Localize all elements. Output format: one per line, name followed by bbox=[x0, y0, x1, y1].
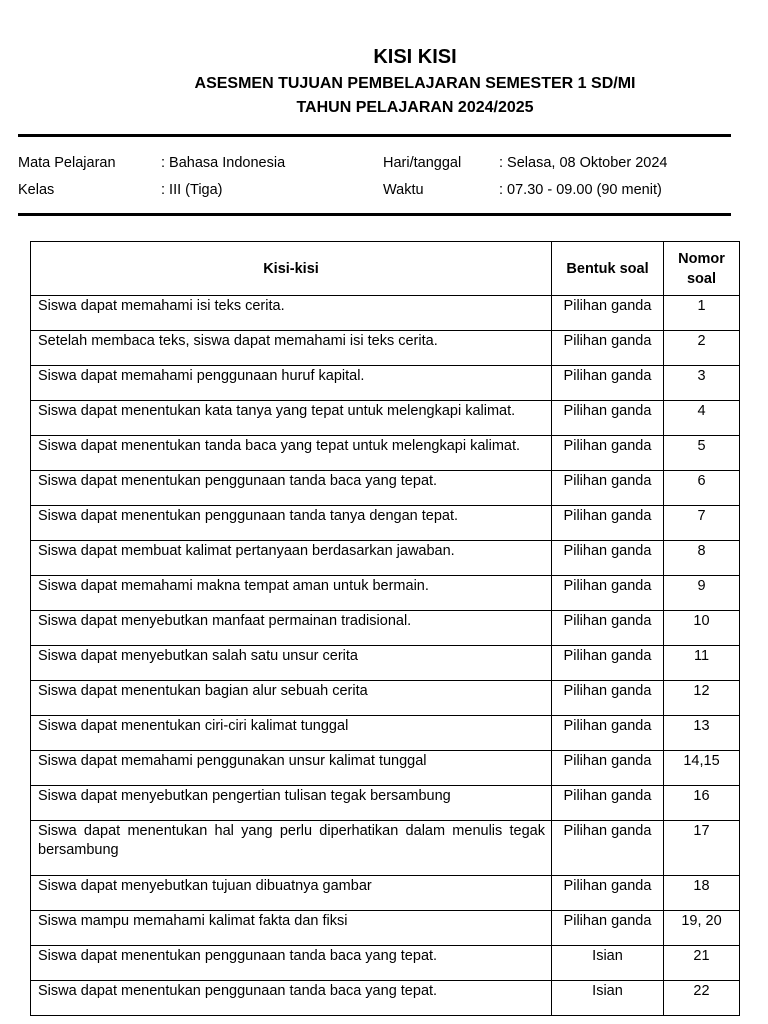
nomor-cell: 12 bbox=[664, 681, 740, 716]
bentuk-cell: Pilihan ganda bbox=[552, 576, 664, 611]
nomor-cell: 21 bbox=[664, 946, 740, 981]
bentuk-cell: Isian bbox=[552, 946, 664, 981]
kisi-table bbox=[30, 241, 740, 1016]
kisi-cell: Siswa dapat menentukan hal yang perlu diperhatikan dalam menulis tegak bersambung bbox=[31, 821, 552, 876]
nomor-cell: 3 bbox=[664, 366, 740, 401]
header-divider-bottom bbox=[18, 213, 731, 216]
table-row bbox=[31, 611, 740, 646]
bentuk-cell: Pilihan ganda bbox=[552, 436, 664, 471]
bentuk-cell: Pilihan ganda bbox=[552, 681, 664, 716]
kisi-cell: Siswa dapat menyebutkan manfaat permainan tradisional. bbox=[31, 611, 552, 646]
bentuk-cell: Pilihan ganda bbox=[552, 541, 664, 576]
kisi-cell: Siswa dapat menyebutkan pengertian tulisan tegak bersambung bbox=[31, 786, 552, 821]
kisi-cell: Siswa dapat memahami penggunakan unsur kalimat tunggal bbox=[31, 751, 552, 786]
table-row bbox=[31, 471, 740, 506]
bentuk-cell: Pilihan ganda bbox=[552, 331, 664, 366]
bentuk-cell: Pilihan ganda bbox=[552, 821, 664, 876]
bentuk-cell: Pilihan ganda bbox=[552, 366, 664, 401]
header-kisi: Kisi-kisi bbox=[31, 242, 552, 296]
nomor-cell: 7 bbox=[664, 506, 740, 541]
kisi-cell: Siswa dapat menentukan tanda baca yang tepat untuk melengkapi kalimat. bbox=[31, 436, 552, 471]
table-row bbox=[31, 981, 740, 1016]
waktu-value: : 07.30 - 09.00 (90 menit) bbox=[499, 182, 662, 198]
nomor-cell: 18 bbox=[664, 876, 740, 911]
kisi-cell: Siswa dapat menentukan ciri-ciri kalimat tunggal bbox=[31, 716, 552, 751]
kisi-cell: Siswa dapat menyebutkan salah satu unsur cerita bbox=[31, 646, 552, 681]
nomor-cell: 22 bbox=[664, 981, 740, 1016]
kisi-cell: Siswa dapat menentukan penggunaan tanda baca yang tepat. bbox=[31, 471, 552, 506]
kisi-cell: Setelah membaca teks, siswa dapat memahami isi teks cerita. bbox=[31, 331, 552, 366]
kisi-cell: Siswa dapat memahami makna tempat aman untuk bermain. bbox=[31, 576, 552, 611]
nomor-cell: 5 bbox=[664, 436, 740, 471]
bentuk-cell: Pilihan ganda bbox=[552, 611, 664, 646]
header-nomor-soal: Nomor soal bbox=[664, 242, 740, 296]
bentuk-cell: Pilihan ganda bbox=[552, 401, 664, 436]
header-divider-top bbox=[18, 134, 731, 137]
nomor-cell: 1 bbox=[664, 296, 740, 331]
bentuk-cell: Pilihan ganda bbox=[552, 876, 664, 911]
nomor-cell: 14,15 bbox=[664, 751, 740, 786]
table-row bbox=[31, 786, 740, 821]
table-row bbox=[31, 911, 740, 946]
kisi-cell: Siswa dapat memahami penggunaan huruf kapital. bbox=[31, 366, 552, 401]
nomor-cell: 16 bbox=[664, 786, 740, 821]
kisi-cell: Siswa dapat menentukan penggunaan tanda baca yang tepat. bbox=[31, 946, 552, 981]
table-row bbox=[31, 331, 740, 366]
document-title: KISI KISI bbox=[373, 46, 457, 68]
bentuk-cell: Pilihan ganda bbox=[552, 751, 664, 786]
table-row bbox=[31, 296, 740, 331]
kelas-label: Kelas bbox=[18, 182, 55, 198]
kisi-cell: Siswa dapat menentukan penggunaan tanda baca yang tepat. bbox=[31, 981, 552, 1016]
waktu-label: Waktu bbox=[383, 182, 424, 198]
nomor-cell: 4 bbox=[664, 401, 740, 436]
bentuk-cell: Pilihan ganda bbox=[552, 786, 664, 821]
nomor-cell: 19, 20 bbox=[664, 911, 740, 946]
kisi-cell: Siswa dapat menentukan penggunaan tanda tanya dengan tepat. bbox=[31, 506, 552, 541]
kisi-cell: Siswa dapat membuat kalimat pertanyaan berdasarkan jawaban. bbox=[31, 541, 552, 576]
kisi-cell: Siswa dapat menentukan kata tanya yang tepat untuk melengkapi kalimat. bbox=[31, 401, 552, 436]
academic-year: TAHUN PELAJARAN 2024/2025 bbox=[296, 99, 534, 116]
header-bentuk-soal: Bentuk soal bbox=[552, 242, 664, 296]
nomor-cell: 11 bbox=[664, 646, 740, 681]
table-row bbox=[31, 681, 740, 716]
table-row bbox=[31, 366, 740, 401]
table-row bbox=[31, 821, 740, 876]
bentuk-cell: Pilihan ganda bbox=[552, 911, 664, 946]
kelas-value: : III (Tiga) bbox=[161, 182, 223, 198]
kisi-cell: Siswa mampu memahami kalimat fakta dan fiksi bbox=[31, 911, 552, 946]
mapel-label: Mata Pelajaran bbox=[18, 155, 116, 171]
table-row bbox=[31, 751, 740, 786]
kisi-cell: Siswa dapat menyebutkan tujuan dibuatnya gambar bbox=[31, 876, 552, 911]
nomor-cell: 10 bbox=[664, 611, 740, 646]
table-row bbox=[31, 876, 740, 911]
table-row bbox=[31, 646, 740, 681]
table-row bbox=[31, 541, 740, 576]
nomor-cell: 13 bbox=[664, 716, 740, 751]
mapel-value: : Bahasa Indonesia bbox=[161, 155, 286, 171]
bentuk-cell: Pilihan ganda bbox=[552, 296, 664, 331]
nomor-cell: 6 bbox=[664, 471, 740, 506]
nomor-cell: 17 bbox=[664, 821, 740, 876]
table-row bbox=[31, 716, 740, 751]
nomor-cell: 8 bbox=[664, 541, 740, 576]
bentuk-cell: Pilihan ganda bbox=[552, 646, 664, 681]
document-subtitle: ASESMEN TUJUAN PEMBELAJARAN SEMESTER 1 SD/MI bbox=[194, 75, 636, 92]
hari-label: Hari/tanggal bbox=[383, 155, 462, 171]
bentuk-cell: Pilihan ganda bbox=[552, 471, 664, 506]
nomor-cell: 9 bbox=[664, 576, 740, 611]
table-header-row bbox=[31, 242, 740, 296]
bentuk-cell: Pilihan ganda bbox=[552, 506, 664, 541]
bentuk-cell: Pilihan ganda bbox=[552, 716, 664, 751]
hari-value: : Selasa, 08 Oktober 2024 bbox=[499, 155, 668, 171]
table-row bbox=[31, 436, 740, 471]
table-row bbox=[31, 401, 740, 436]
kisi-cell: Siswa dapat menentukan bagian alur sebuah cerita bbox=[31, 681, 552, 716]
table-row bbox=[31, 506, 740, 541]
table-row bbox=[31, 946, 740, 981]
kisi-cell: Siswa dapat memahami isi teks cerita. bbox=[31, 296, 552, 331]
table-row bbox=[31, 576, 740, 611]
bentuk-cell: Isian bbox=[552, 981, 664, 1016]
nomor-cell: 2 bbox=[664, 331, 740, 366]
